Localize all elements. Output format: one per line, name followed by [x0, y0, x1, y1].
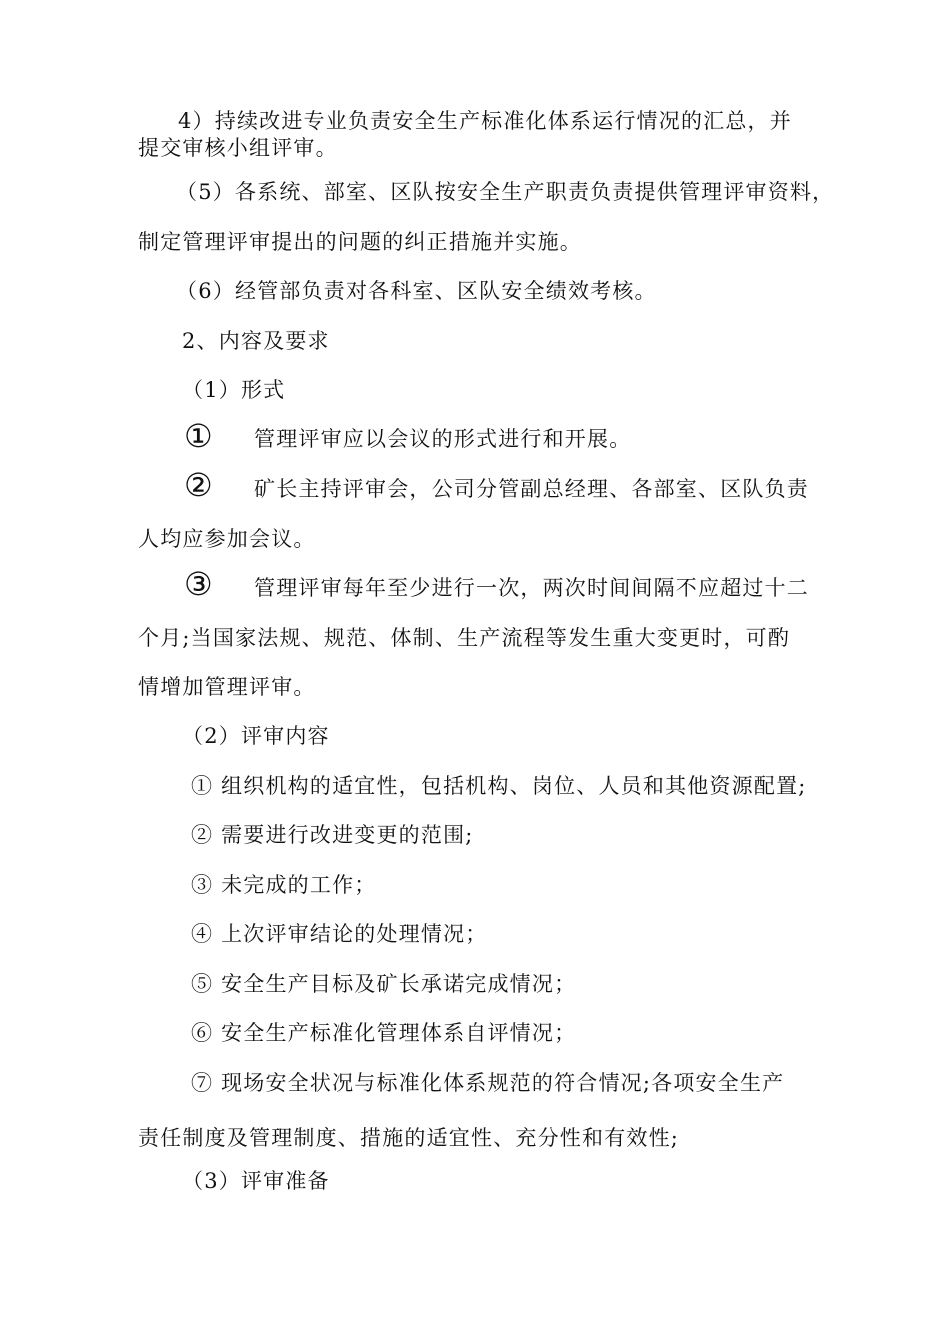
- subsection-heading: （1）形式: [182, 378, 286, 402]
- paragraph-line: 制定管理评审提出的问题的纠正措施并实施。: [138, 230, 582, 254]
- subsection-heading: （2）评审内容: [182, 724, 330, 748]
- circled-number-marker: ③: [184, 565, 213, 603]
- paragraph-line: 个月;当国家法规、规范、体制、生产流程等发生重大变更时，可酌: [138, 626, 791, 650]
- paragraph-line: 管理评审应以会议的形式进行和开展。: [254, 427, 632, 451]
- paragraph-line: 人均应参加会议。: [138, 527, 316, 551]
- paragraph-line: 提交审核小组评审。: [138, 136, 338, 160]
- subsection-heading: （3）评审准备: [182, 1169, 330, 1193]
- paragraph-line: 责任制度及管理制度、措施的适宜性、充分性和有效性;: [138, 1126, 680, 1150]
- paragraph-line: 情增加管理评审。: [138, 675, 316, 699]
- paragraph-line: （5）各系统、部室、区队按安全生产职责负责提供管理评审资料，: [176, 180, 835, 204]
- section-heading: 2、内容及要求: [182, 329, 330, 353]
- circled-number-marker: ①: [184, 417, 213, 455]
- list-item: ⑦ 现场安全状况与标准化体系规范的符合情况;各项安全生产: [191, 1071, 785, 1095]
- paragraph-line: （6）经管部负责对各科室、区队安全绩效考核。: [176, 279, 657, 303]
- circled-number-marker: ②: [184, 466, 213, 504]
- list-item: ① 组织机构的适宜性，包括机构、岗位、人员和其他资源配置;: [191, 774, 807, 798]
- list-item: ② 需要进行改进变更的范围;: [191, 823, 474, 847]
- list-item: ⑤ 安全生产目标及矿长承诺完成情况；: [191, 972, 577, 996]
- paragraph-line: 管理评审每年至少进行一次，两次时间间隔不应超过十二: [254, 576, 809, 600]
- list-item: ⑥ 安全生产标准化管理体系自评情况；: [191, 1021, 577, 1045]
- list-item: ④ 上次评审结论的处理情况；: [191, 922, 488, 946]
- paragraph-line: 4）持续改进专业负责安全生产标准化体系运行情况的汇总，并: [178, 109, 792, 133]
- list-item: ③ 未完成的工作；: [191, 873, 377, 897]
- paragraph-line: 矿长主持评审会，公司分管副总经理、各部室、区队负责: [254, 477, 809, 501]
